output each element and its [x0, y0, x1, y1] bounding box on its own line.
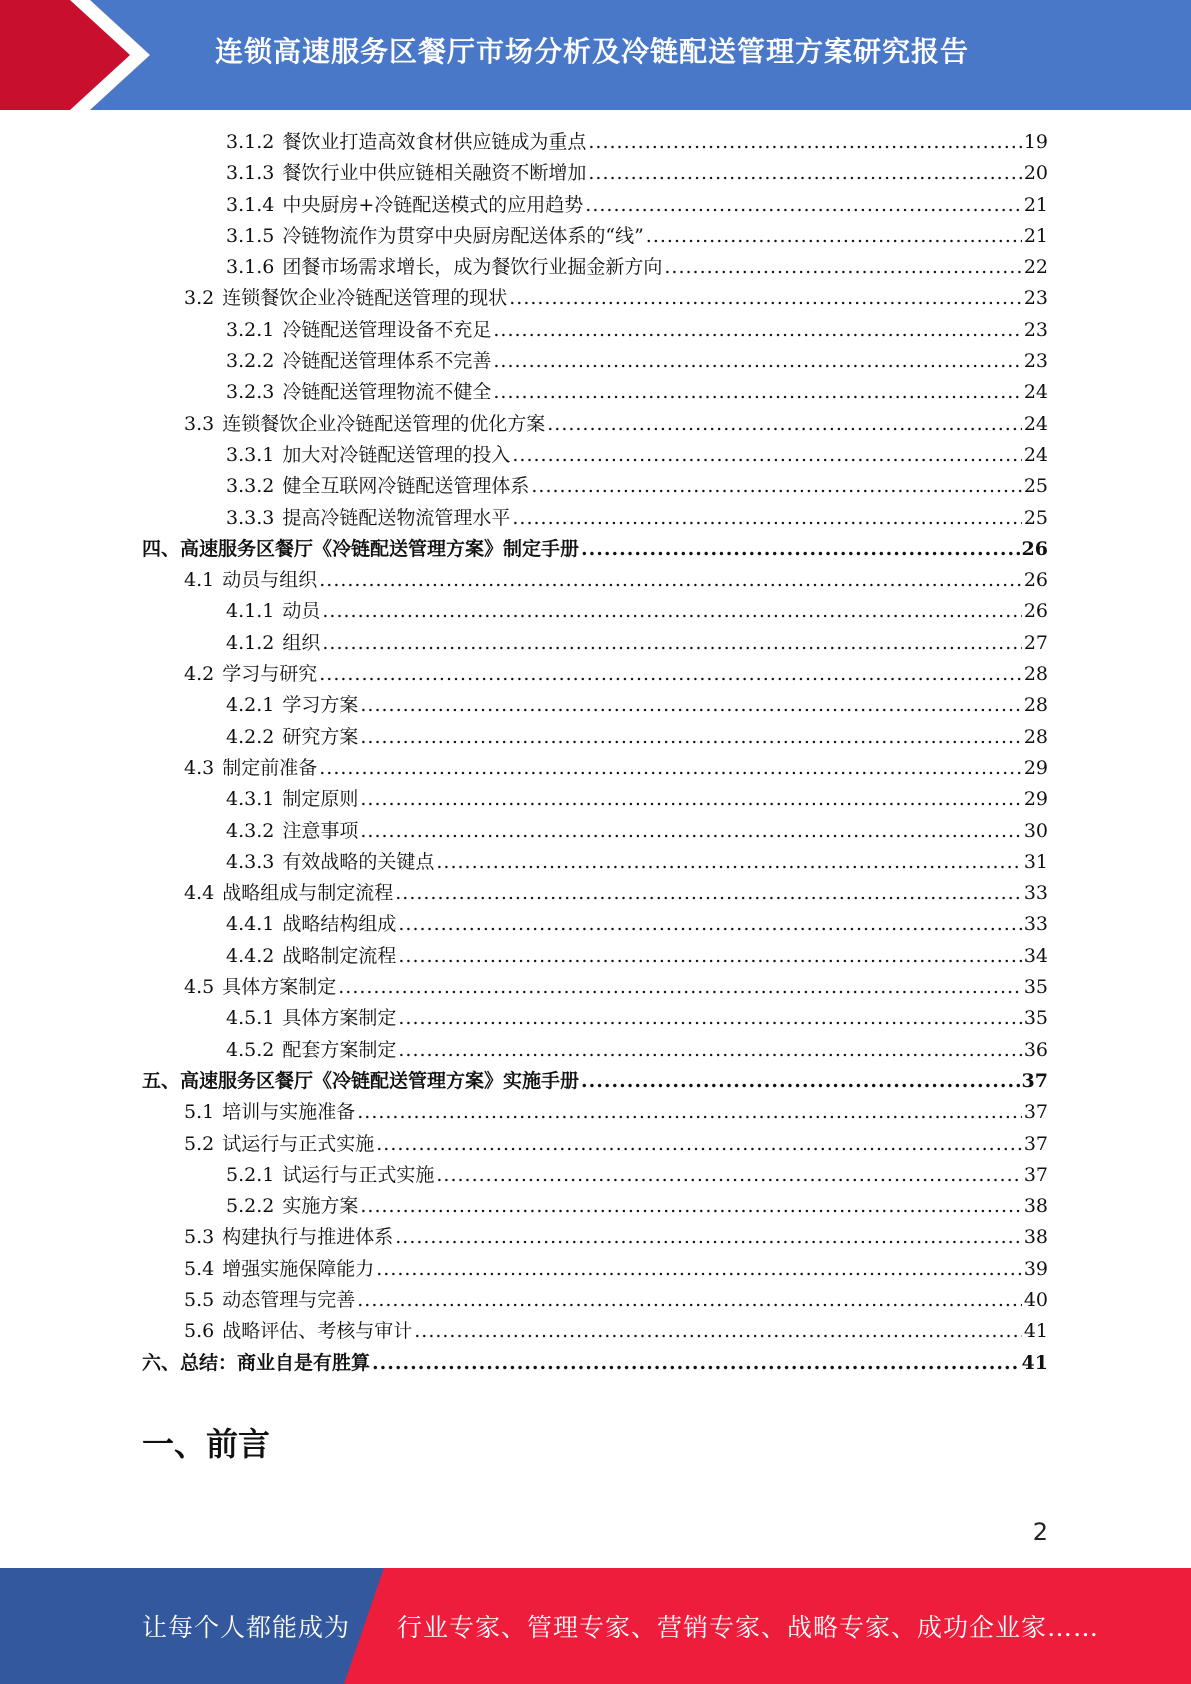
- toc-entry-number: 4.5: [184, 976, 215, 999]
- page-footer: [0, 1568, 1191, 1684]
- toc-dot-leader: [395, 1222, 1022, 1253]
- toc-dot-leader: [588, 158, 1021, 189]
- toc-entry-number: 3.2.1: [226, 318, 275, 341]
- page-header: [0, 0, 1191, 110]
- toc-entry-page: 27: [1023, 631, 1048, 654]
- toc-entry-page: 31: [1023, 850, 1048, 873]
- toc-entry[interactable]: [142, 221, 1048, 252]
- toc-entry-page: 30: [1023, 819, 1048, 842]
- toc-entry-page: 36: [1023, 1038, 1048, 1061]
- toc-entry-number: 4.2.1: [226, 694, 275, 717]
- toc-entry-page: 24: [1023, 412, 1048, 435]
- toc-entry-number: 4.1.2: [226, 631, 275, 654]
- toc-entry[interactable]: [142, 1160, 1048, 1191]
- toc-entry-number: 5.1: [184, 1101, 215, 1124]
- toc-entry-page: 20: [1023, 162, 1048, 185]
- toc-entry-page: 28: [1023, 663, 1048, 686]
- toc-entry-page: 37: [1021, 1069, 1048, 1092]
- toc-entry-page: 26: [1021, 537, 1048, 560]
- toc-dot-leader: [376, 1129, 1022, 1160]
- toc-dot-leader: [547, 409, 1022, 440]
- toc-dot-leader: [414, 1316, 1022, 1347]
- table-of-contents: [142, 127, 1048, 1379]
- toc-entry-title: 健全互联网冷链配送管理体系: [282, 475, 530, 498]
- toc-dot-leader: [319, 659, 1022, 690]
- toc-entry-title: 具体方案制定: [222, 976, 337, 999]
- toc-entry[interactable]: [142, 315, 1048, 346]
- toc-entry-number: 3.3.2: [226, 475, 275, 498]
- toc-entry-title: 连锁餐饮企业冷链配送管理的优化方案: [222, 412, 546, 435]
- toc-entry-page: 41: [1023, 1320, 1048, 1343]
- toc-entry-title: 学习与研究: [222, 663, 318, 686]
- toc-entry-page: 28: [1023, 725, 1048, 748]
- footer-slogan: 让每个人都能成为: [142, 1613, 351, 1642]
- toc-entry-number: 4.1.1: [226, 600, 275, 623]
- toc-dot-leader: [322, 628, 1021, 659]
- toc-dot-leader: [436, 1160, 1021, 1191]
- toc-entry-title: 制定原则: [282, 788, 359, 811]
- toc-entry-page: 29: [1023, 756, 1048, 779]
- toc-entry-title: 战略评估、考核与审计: [222, 1320, 413, 1343]
- toc-entry-title: 动态管理与完善: [222, 1288, 356, 1311]
- toc-entry[interactable]: [142, 722, 1048, 753]
- toc-entry-number: 3.2: [184, 287, 215, 310]
- toc-entry-title: 战略组成与制定流程: [222, 882, 394, 905]
- toc-entry-page: 26: [1023, 569, 1048, 592]
- toc-entry-title: 冷链物流作为贯穿中央厨房配送体系的“线”: [282, 224, 644, 247]
- toc-dot-leader: [360, 1191, 1021, 1222]
- toc-entry-number: 4.4.2: [226, 944, 275, 967]
- toc-entry-page: 23: [1023, 287, 1048, 310]
- toc-entry[interactable]: [142, 252, 1048, 283]
- toc-entry-number: 3.3.1: [226, 443, 275, 466]
- toc-entry[interactable]: [142, 1254, 1048, 1285]
- toc-entry[interactable]: [142, 503, 1048, 534]
- toc-entry[interactable]: [142, 847, 1048, 878]
- toc-entry[interactable]: [142, 190, 1048, 221]
- toc-entry-page: 40: [1023, 1288, 1048, 1311]
- toc-dot-leader: [357, 1285, 1022, 1316]
- toc-entry-title: 组织: [282, 631, 321, 654]
- toc-dot-leader: [664, 252, 1021, 283]
- toc-entry-number: 5.2: [184, 1132, 215, 1155]
- toc-entry-page: 22: [1023, 256, 1048, 279]
- toc-dot-leader: [493, 377, 1021, 408]
- toc-dot-leader: [509, 283, 1022, 314]
- toc-entry[interactable]: [142, 409, 1048, 440]
- toc-entry[interactable]: [142, 1066, 1048, 1097]
- toc-entry-page: 37: [1023, 1163, 1048, 1186]
- toc-entry[interactable]: [142, 596, 1048, 627]
- toc-entry-title: 动员: [282, 600, 321, 623]
- toc-entry-number: 5.5: [184, 1288, 215, 1311]
- toc-entry-title: 团餐市场需求增长，成为餐饮行业掘金新方向: [282, 256, 663, 279]
- toc-entry-title: 加大对冷链配送管理的投入: [282, 443, 511, 466]
- toc-entry[interactable]: [142, 784, 1048, 815]
- toc-entry-number: 4.1: [184, 569, 215, 592]
- toc-entry[interactable]: [142, 377, 1048, 408]
- toc-entry-title: 实施方案: [282, 1195, 359, 1218]
- toc-entry-page: 38: [1023, 1226, 1048, 1249]
- toc-entry-title: 战略结构组成: [282, 913, 397, 936]
- toc-dot-leader: [588, 127, 1021, 158]
- toc-dot-leader: [360, 690, 1021, 721]
- page-number: 2: [1032, 1518, 1048, 1546]
- toc-entry-title: 连锁餐饮企业冷链配送管理的现状: [222, 287, 508, 310]
- toc-dot-leader: [512, 503, 1021, 534]
- toc-entry-page: 29: [1023, 788, 1048, 811]
- toc-entry-page: 24: [1023, 381, 1048, 404]
- toc-entry-number: 4.3: [184, 756, 215, 779]
- toc-entry-title: 研究方案: [282, 725, 359, 748]
- toc-entry[interactable]: [142, 1348, 1048, 1379]
- toc-entry[interactable]: [142, 1129, 1048, 1160]
- toc-entry[interactable]: [142, 1035, 1048, 1066]
- toc-entry[interactable]: [142, 283, 1048, 314]
- toc-dot-leader: [436, 847, 1021, 878]
- toc-dot-leader: [395, 878, 1022, 909]
- toc-entry-title: 配套方案制定: [282, 1038, 397, 1061]
- toc-entry-page: 37: [1023, 1101, 1048, 1124]
- toc-entry-page: 25: [1023, 475, 1048, 498]
- toc-entry-title: 四、高速服务区餐厅《冷链配送管理方案》制定手册: [142, 537, 580, 560]
- toc-entry-title: 六、总结：商业自是有胜算: [142, 1351, 371, 1374]
- toc-entry-number: 3.3: [184, 412, 215, 435]
- toc-entry[interactable]: [142, 1316, 1048, 1347]
- toc-entry-title: 增强实施保障能力: [222, 1257, 375, 1280]
- toc-entry-page: 38: [1023, 1195, 1048, 1218]
- toc-entry-number: 3.2.2: [226, 350, 275, 373]
- toc-dot-leader: [360, 722, 1021, 753]
- toc-entry-number: 5.6: [184, 1320, 215, 1343]
- toc-entry-number: 5.2.2: [226, 1195, 275, 1218]
- toc-entry-title: 动员与组织: [222, 569, 318, 592]
- toc-entry[interactable]: [142, 127, 1048, 158]
- toc-entry-page: 35: [1023, 1007, 1048, 1030]
- toc-entry[interactable]: [142, 1191, 1048, 1222]
- toc-entry-title: 培训与实施准备: [222, 1101, 356, 1124]
- toc-entry[interactable]: [142, 1222, 1048, 1253]
- toc-dot-leader: [319, 753, 1022, 784]
- toc-entry-number: 5.4: [184, 1257, 215, 1280]
- toc-entry-page: 28: [1023, 694, 1048, 717]
- toc-entry[interactable]: [142, 753, 1048, 784]
- header-red-arrow-icon: [0, 0, 150, 110]
- toc-entry-title: 冷链配送管理设备不充足: [282, 318, 492, 341]
- toc-entry[interactable]: [142, 1003, 1048, 1034]
- toc-entry-page: 26: [1023, 600, 1048, 623]
- toc-entry-page: 37: [1023, 1132, 1048, 1155]
- toc-dot-leader: [360, 816, 1021, 847]
- toc-dot-leader: [581, 534, 1020, 565]
- toc-entry-page: 39: [1023, 1257, 1048, 1280]
- toc-entry-title: 试运行与正式实施: [282, 1163, 435, 1186]
- toc-entry-number: 3.1.6: [226, 256, 275, 279]
- toc-entry[interactable]: [142, 158, 1048, 189]
- footer-roles: 行业专家、管理专家、营销专家、战略专家、成功企业家……: [397, 1613, 1100, 1642]
- toc-entry-title: 具体方案制定: [282, 1007, 397, 1030]
- toc-entry-number: 4.2: [184, 663, 215, 686]
- toc-entry-title: 五、高速服务区餐厅《冷链配送管理方案》实施手册: [142, 1069, 580, 1092]
- toc-entry-number: 3.1.2: [226, 131, 275, 153]
- toc-dot-leader: [512, 440, 1021, 471]
- toc-entry-page: 24: [1023, 443, 1048, 466]
- toc-entry-title: 构建执行与推进体系: [222, 1226, 394, 1249]
- toc-entry[interactable]: [142, 440, 1048, 471]
- toc-entry-number: 3.3.3: [226, 506, 275, 529]
- toc-entry-number: 4.4.1: [226, 913, 275, 936]
- toc-entry[interactable]: [142, 1097, 1048, 1128]
- toc-entry[interactable]: [142, 534, 1048, 565]
- toc-entry-page: 33: [1023, 913, 1048, 936]
- toc-dot-leader: [646, 221, 1022, 252]
- toc-entry-page: 35: [1023, 976, 1048, 999]
- toc-dot-leader: [357, 1097, 1022, 1128]
- toc-entry-title: 制定前准备: [222, 756, 318, 779]
- toc-entry-page: 34: [1023, 944, 1048, 967]
- toc-entry[interactable]: [142, 565, 1048, 596]
- toc-entry-page: 23: [1023, 350, 1048, 373]
- toc-dot-leader: [398, 909, 1021, 940]
- toc-dot-leader: [398, 941, 1021, 972]
- toc-entry[interactable]: [142, 909, 1048, 940]
- toc-entry[interactable]: [142, 690, 1048, 721]
- toc-dot-leader: [322, 596, 1021, 627]
- toc-entry[interactable]: [142, 346, 1048, 377]
- toc-entry-number: 4.5.1: [226, 1007, 275, 1030]
- toc-dot-leader: [319, 565, 1022, 596]
- toc-dot-leader: [338, 972, 1022, 1003]
- toc-entry-number: 5.3: [184, 1226, 215, 1249]
- toc-entry-page: 21: [1023, 193, 1048, 216]
- toc-entry-number: 4.3.3: [226, 850, 275, 873]
- toc-entry-number: 3.1.3: [226, 162, 275, 185]
- toc-entry-title: 中央厨房+冷链配送模式的应用趋势: [282, 193, 584, 216]
- toc-dot-leader: [585, 190, 1022, 221]
- toc-dot-leader: [531, 471, 1021, 502]
- toc-entry-title: 战略制定流程: [282, 944, 397, 967]
- toc-entry-page: 41: [1021, 1351, 1048, 1374]
- toc-entry[interactable]: [142, 972, 1048, 1003]
- toc-entry-number: 4.3.1: [226, 788, 275, 811]
- toc-entry-number: 4.4: [184, 882, 215, 905]
- toc-dot-leader: [493, 315, 1021, 346]
- toc-entry-number: 3.1.5: [226, 224, 275, 247]
- toc-entry-title: 冷链配送管理物流不健全: [282, 381, 492, 404]
- toc-entry[interactable]: [142, 1285, 1048, 1316]
- toc-dot-leader: [376, 1254, 1022, 1285]
- toc-entry-title: 餐饮业打造高效食材供应链成为重点: [282, 131, 587, 153]
- header-title: 连锁高速服务区餐厅市场分析及冷链配送管理方案研究报告: [215, 35, 970, 68]
- toc-entry-title: 学习方案: [282, 694, 359, 717]
- toc-entry-title: 注意事项: [282, 819, 359, 842]
- toc-dot-leader: [372, 1348, 1020, 1379]
- toc-entry[interactable]: [142, 471, 1048, 502]
- toc-entry-number: 4.5.2: [226, 1038, 275, 1061]
- toc-entry-page: 33: [1023, 882, 1048, 905]
- toc-entry[interactable]: [142, 628, 1048, 659]
- toc-dot-leader: [398, 1003, 1021, 1034]
- toc-entry-title: 有效战略的关键点: [282, 850, 435, 873]
- toc-entry-title: 冷链配送管理体系不完善: [282, 350, 492, 373]
- toc-entry-page: 25: [1023, 506, 1048, 529]
- toc-entry-page: 21: [1023, 224, 1048, 247]
- toc-entry-number: 5.2.1: [226, 1163, 275, 1186]
- toc-entry-number: 3.1.4: [226, 193, 275, 216]
- toc-dot-leader: [493, 346, 1021, 377]
- toc-entry[interactable]: [142, 941, 1048, 972]
- toc-entry-title: 提高冷链配送物流管理水平: [282, 506, 511, 529]
- toc-dot-leader: [398, 1035, 1021, 1066]
- section-heading: 一、前言: [142, 1425, 271, 1463]
- toc-entry-number: 4.2.2: [226, 725, 275, 748]
- toc-dot-leader: [360, 784, 1021, 815]
- toc-entry-number: 4.3.2: [226, 819, 275, 842]
- toc-entry[interactable]: [142, 659, 1048, 690]
- toc-entry-number: 3.2.3: [226, 381, 275, 404]
- toc-entry-page: 23: [1023, 318, 1048, 341]
- toc-entry-page: 19: [1023, 131, 1048, 153]
- toc-entry-title: 试运行与正式实施: [222, 1132, 375, 1155]
- toc-entry[interactable]: [142, 878, 1048, 909]
- toc-dot-leader: [581, 1066, 1020, 1097]
- toc-entry-title: 餐饮行业中供应链相关融资不断增加: [282, 162, 587, 185]
- toc-entry[interactable]: [142, 816, 1048, 847]
